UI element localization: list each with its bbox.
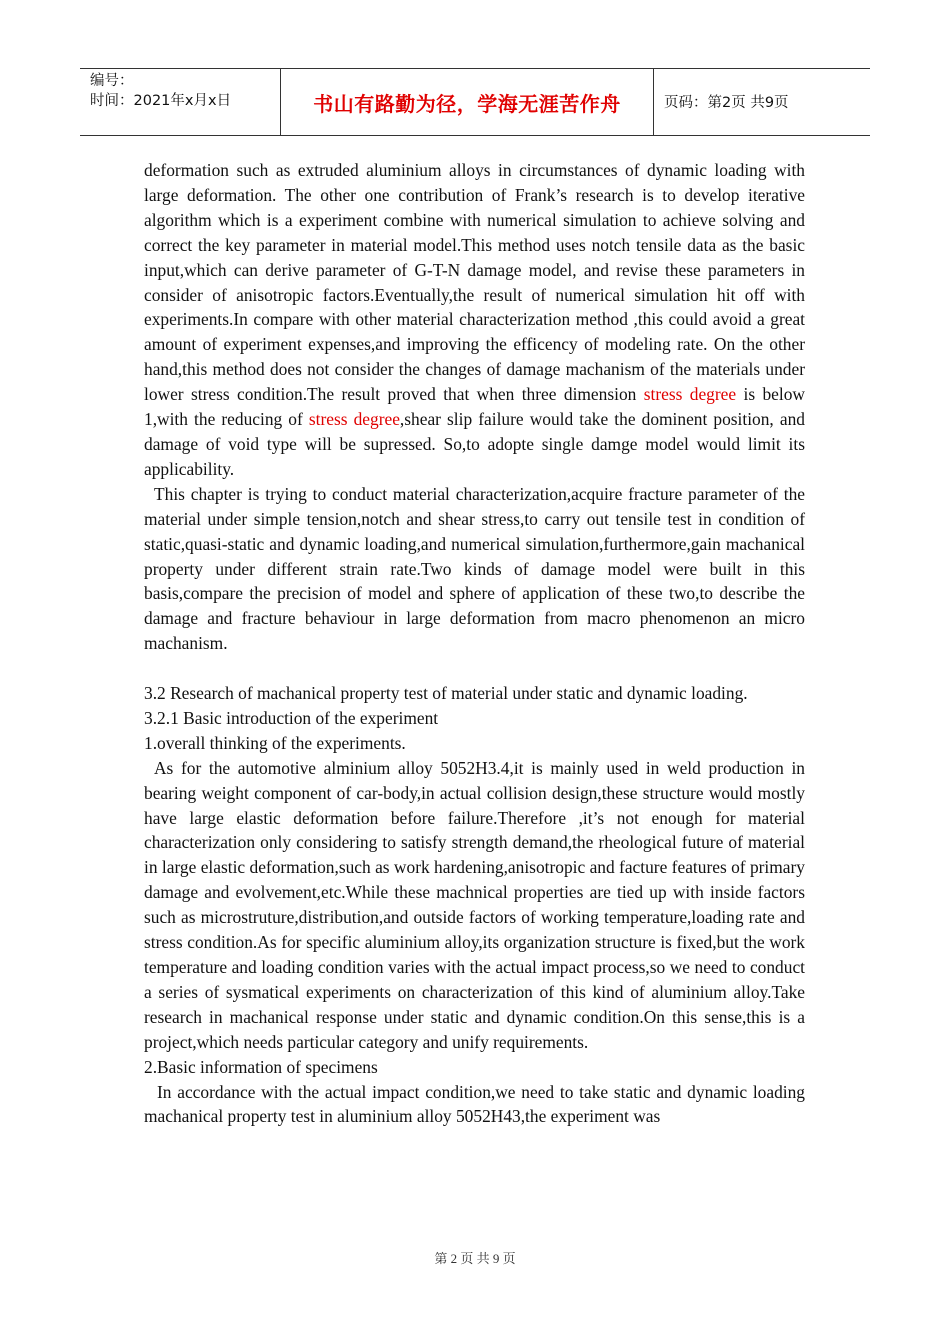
highlight-stress-degree-1: stress degree: [643, 384, 737, 405]
page-footer: 第 2 页 共 9 页: [434, 1251, 516, 1266]
blank-line: [144, 656, 805, 681]
section-heading-3-2-1: 3.2.1 Basic introduction of the experiment: [144, 707, 439, 728]
subheading-specimens: 2.Basic information of specimens: [144, 1056, 378, 1077]
document-date: 时间：2021年x月x日: [90, 93, 232, 109]
paragraph-1-part-a: deformation such as extruded aluminium alloys in circumstances of dynamic loading with large deformation. The other one contribution of Frank’s research is to develop iterative algorithm which is a experiment combine with numerical simulation to achieve solving and correct the key parameter in material model.This method uses notch tensile data as the basic input,which can derive parameter of G-T-N damage model, and revise these parameters in consider of anisotropic factors.Eventually,the result of numerical simulation hit off with experiments.In compare with other material characterization method ,this could avoid a great amount of experiment expenses,and improving the efficency of modeling rate. On the other hand,this method does not consider the changes of damage machanism of the materials under lower stress condition.The result proved that when three dimension: [144, 160, 805, 405]
header-meta: [80, 69, 281, 135]
paragraph-4: In accordance with the actual impact condition,we need to take static and dynamic loading machanical property test in aluminium alloy 5052H43,the experiment was: [144, 1081, 805, 1127]
header-table: [80, 68, 870, 136]
paragraph-1-part-b: is below 1,with the reducing of: [144, 384, 805, 430]
header-page-info: 页码：第2页 共9页: [664, 95, 789, 111]
highlight-stress-degree-2: stress degree: [308, 409, 400, 430]
paragraph-2: This chapter is trying to conduct material characterization,acquire fracture parameter of the material under simple tension,notch and shear stress,to carry out tensile test in condition of static,quasi-static and dynamic loading,and numerical simulation,furthermore,gain machanical property under different strain rate.Two kinds of damage model were built in this basis,compare the precision of model and sphere of application of these two,to describe the damage and fracture behaviour in large deformation from macro phenomenon an micro machanism.: [144, 483, 805, 654]
document-body: [144, 158, 805, 1129]
paragraph-1-part-c: ,shear slip failure would take the dominent position, and damage of void type will be supressed. So,to adopte single damge model would limit its applicability.: [144, 409, 805, 479]
subheading-overall-thinking: 1.overall thinking of the experiments.: [144, 732, 406, 753]
section-heading-3-2: 3.2 Research of machanical property test of material under static and dynamic loading.: [144, 683, 748, 704]
paragraph-1: [144, 158, 805, 482]
paragraph-3: As for the automotive alminium alloy 5052H3.4,it is mainly used in weld production in bearing weight component of car-body,in actual collision design,these structure would mostly have large elastic deformation before failure.Therefore ,it’s not enough for material characterization only considering to satisfy strength demand,the rheological future of material in large elastic deformation,such as work hardening,anisotropic and facture features of primary damage and evolvement,etc.While these machnical properties are tied up with inside factors such as microstruture,distribution,and outside factors of working temperature,loading rate and stress condition.As for specific aluminium alloy,its organization structure is fixed,but the work temperature and loading condition varies with the actual impact process,so we need to conduct a series of sysmatical experiments on characterization of this kind of aluminium alloy.Take research in machanical response under static and dynamic condition.On this sense,this is a project,which needs particular category and unify requirements.: [144, 757, 805, 1052]
document-number-label: 编号：: [90, 73, 134, 89]
header-motto: 书山有路勤为径，学海无涯苦作舟: [281, 69, 654, 135]
